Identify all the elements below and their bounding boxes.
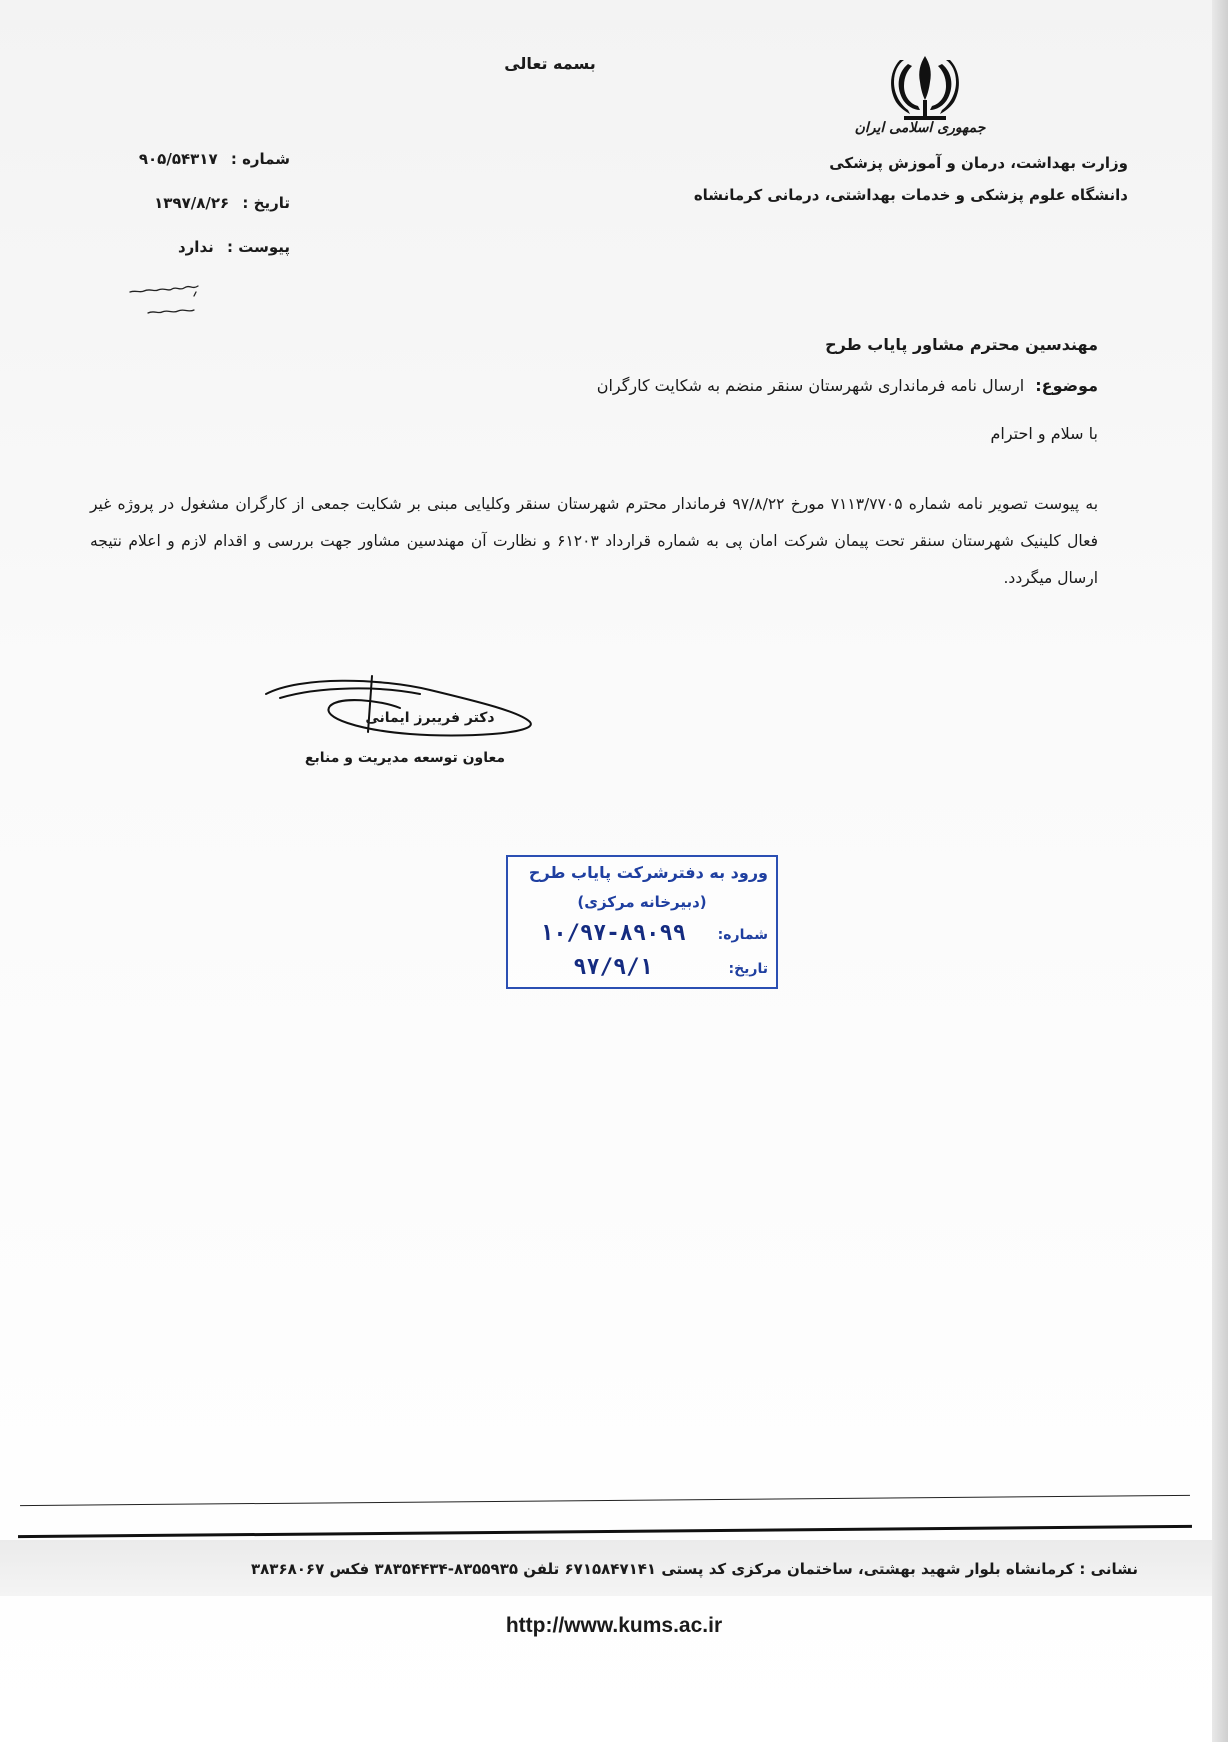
letter-date-value: ۱۳۹۷/۸/۲۶ xyxy=(154,194,230,212)
subject-label: موضوع: xyxy=(1035,376,1098,395)
stamp-title: ورود به دفترشرکت پایاب طرح xyxy=(528,863,768,882)
signer-name: دکتر فریبرز ایمانی xyxy=(365,710,495,726)
stamp-subtitle: (دبیرخانه مرکزی) xyxy=(577,893,707,911)
letter-number-value: ۹۰۵/۵۴۳۱۷ xyxy=(138,150,218,168)
letter-date xyxy=(60,194,290,212)
stamp-number-label: شماره: xyxy=(717,927,768,943)
letter-attachment-label: پیوست : xyxy=(226,238,290,256)
letter-number-label: شماره : xyxy=(230,150,290,168)
handwritten-note-scribble xyxy=(124,280,204,326)
letter-body: به پیوست تصویر نامه شماره ۷۱۱۳/۷۷۰۵ مورخ ۹۷/۸/۲۲ فرماندار محترم شهرستان سنقر وکلیایی مبنی بر شکایت جمعی از کارگران مشغول در پروژه غیر فعال کلینیک شهرستان سنقر تحت پیمان شرکت امان پی به شماره قرارداد ۶۱۲۰۳ و نظارت آن مهندسین مشاور جهت بررسی و اقدام لازم و اعلام نتیجه ارسال میگردد. xyxy=(90,495,1099,587)
ministry-name: وزارت بهداشت، درمان و آموزش پزشکی xyxy=(829,154,1128,172)
letter-attachment-value: ندارد xyxy=(177,238,214,256)
signer-title: معاون توسعه مدیریت و منابع xyxy=(304,750,506,766)
greeting: با سلام و احترام xyxy=(990,424,1098,443)
footer-address: نشانی : کرمانشاه بلوار شهید بهشتی، ساختمان مرکزی کد پستی ۶۷۱۵۸۴۷۱۴۱ تلفن ۸۳۵۵۹۳۵-۳۸۳۵۴۴۳۴ فکس ۳۸۳۶۸۰۶۷ xyxy=(251,1560,1138,1578)
stamp-date-value: ۹۷/۹/۱ xyxy=(573,955,653,980)
subject-value: ارسال نامه فرمانداری شهرستان سنقر منضم به شکایت کارگران xyxy=(596,376,1025,395)
bismillah: بسمه تعالی xyxy=(504,54,596,73)
scan-edge-shadow xyxy=(1212,0,1228,1742)
stamp-date-label: تاریخ: xyxy=(728,961,768,977)
subject-line xyxy=(358,376,1098,395)
addressee: مهندسین محترم مشاور پایاب طرح xyxy=(825,335,1098,354)
stamp-date-row xyxy=(512,955,768,985)
emblem-caption: جمهوری اسلامی ایران xyxy=(854,120,986,136)
letter-attachment xyxy=(60,238,290,256)
letter-number xyxy=(60,150,290,168)
letter-date-label: تاریخ : xyxy=(242,194,290,212)
footer-divider xyxy=(18,1525,1192,1538)
footer-divider-thin xyxy=(20,1495,1190,1506)
stamp-number-value: ۱۰/۹۷-۸۹۰۹۹ xyxy=(540,921,686,946)
footer-url: http://www.kums.ac.ir xyxy=(505,1614,723,1637)
stamp-number-row xyxy=(512,921,768,951)
university-name: دانشگاه علوم پزشکی و خدمات بهداشتی، درمانی کرمانشاه xyxy=(693,186,1128,204)
iran-emblem-icon xyxy=(880,50,970,130)
receipt-stamp xyxy=(506,855,778,989)
